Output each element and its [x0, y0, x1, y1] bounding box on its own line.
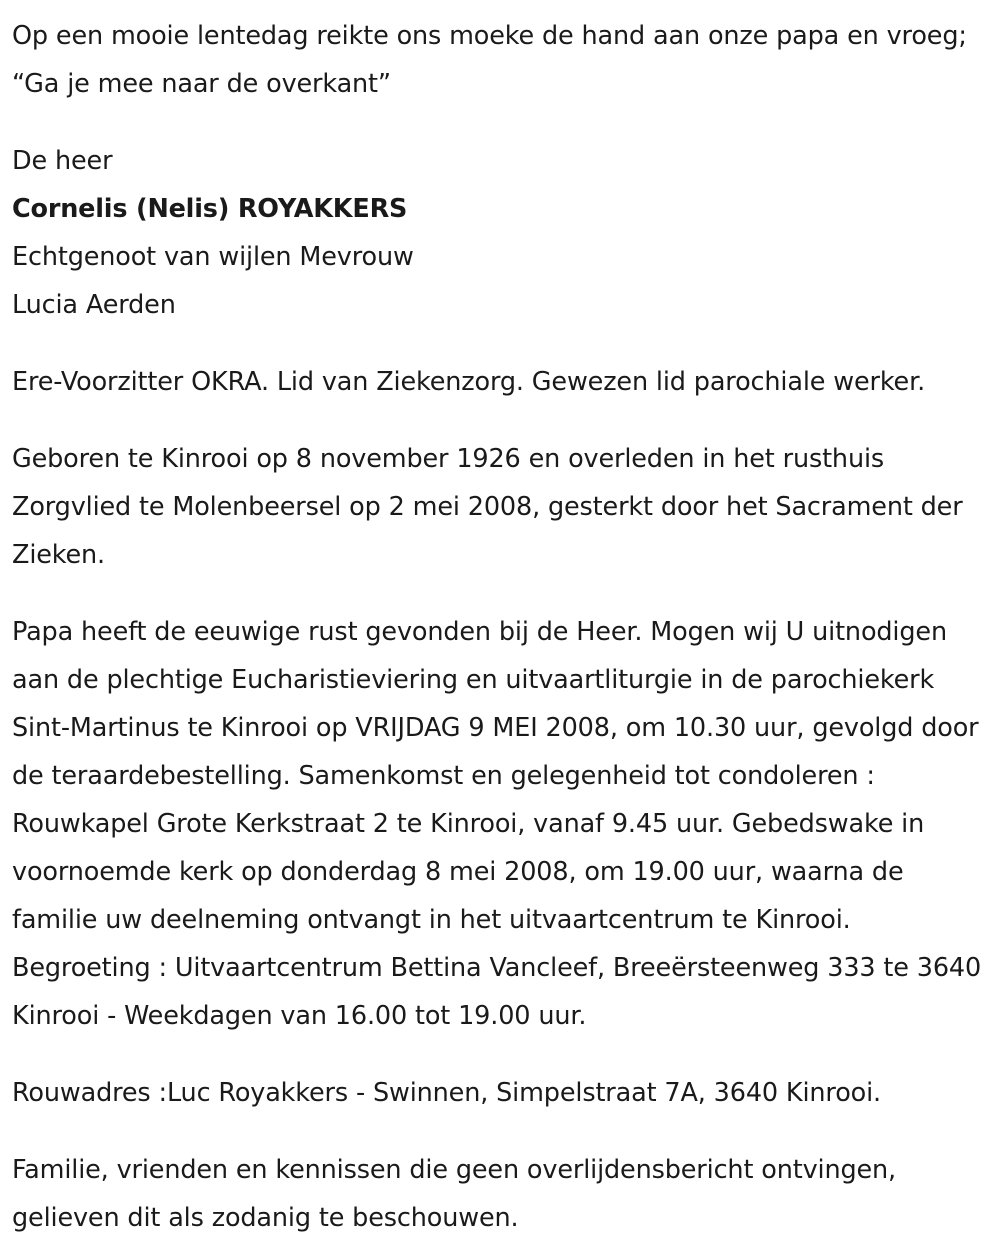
- birth-death-paragraph: Geboren te Kinrooi op 8 november 1926 en overleden in het rusthuis Zorgvlied te Molenbeersel op 2 mei 2008, gesterkt door het Sacrament der Zieken.: [12, 444, 963, 570]
- closing-notice-paragraph: Familie, vrienden en kennissen die geen overlijdensbericht ontvingen, gelieven dit als zodanig te beschouwen.: [12, 1155, 896, 1233]
- spouse-name: Lucia Aerden: [12, 290, 176, 320]
- affiliations-paragraph: Ere-Voorzitter OKRA. Lid van Ziekenzorg. Gewezen lid parochiale werker.: [12, 367, 926, 397]
- salutation-line: De heer: [12, 146, 113, 176]
- spouse-relation-line: Echtgenoot van wijlen Mevrouw: [12, 242, 414, 272]
- deceased-name: Cornelis (Nelis) ROYAKKERS: [12, 194, 408, 224]
- mourning-address-paragraph: Rouwadres :Luc Royakkers - Swinnen, Simpelstraat 7A, 3640 Kinrooi.: [12, 1078, 882, 1108]
- service-details-paragraph: Papa heeft de eeuwige rust gevonden bij de Heer. Mogen wij U uitnodigen aan de plechtige Eucharistieviering en uitvaartliturgie in de parochiekerk Sint-Martinus te Kinrooi op VRIJDAG 9 MEI 2008, om 10.30 uur, gevolgd door de teraardebestelling. Samenkomst en gelegenheid tot condoleren : Rouwkapel Grote Kerkstraat 2 te Kinrooi, vanaf 9.45 uur. Gebedswake in voornoemde kerk op donderdag 8 mei 2008, om 19.00 uur, waarna de familie uw deelneming ontvangt in het uitvaartcentrum te Kinrooi. Begroeting : Uitvaartcentrum Bettina Vancleef, Breeërsteenweg 333 te 3640 Kinrooi - Weekdagen van 16.00 tot 19.00 uur.: [12, 617, 982, 1031]
- opening-quote-paragraph: Op een mooie lentedag reikte ons moeke de hand aan onze papa en vroeg; “Ga je mee naar de overkant”: [12, 21, 967, 99]
- deceased-identity-block: [12, 137, 985, 329]
